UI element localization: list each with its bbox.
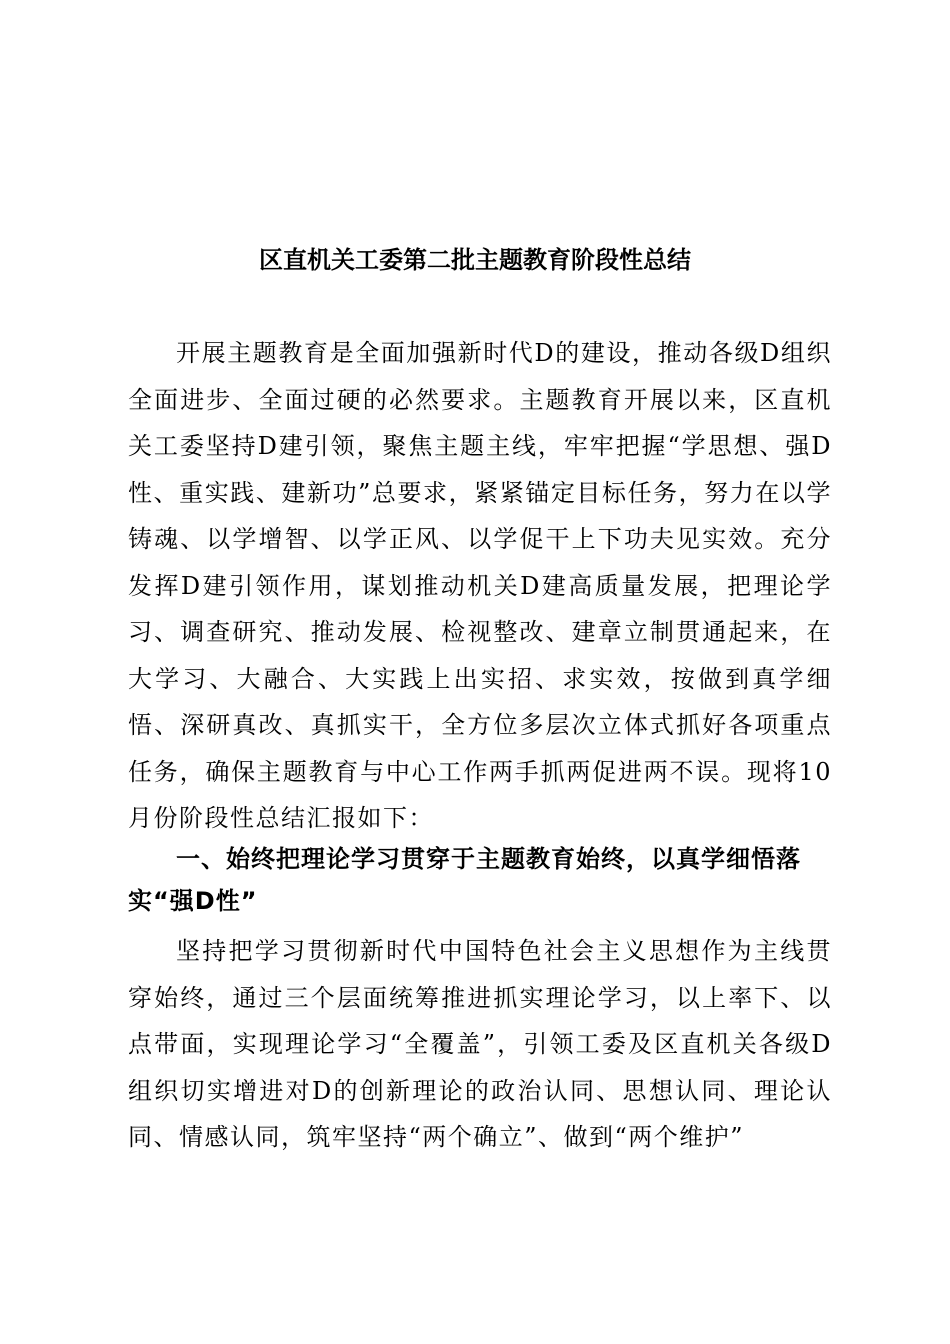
section-heading-1: 一、始终把理论学习贯穿于主题教育始终，以真学细悟落实“强D性” — [128, 845, 801, 915]
section-1-paragraph: 坚持把学习贯彻新时代中国特色社会主义思想作为主线贯穿始终，通过三个层面统筹推进抓实理论学习，以上率下、以点带面，实现理论学习“全覆盖”，引领工委及区直机关各级D组织切实增进对D的创新理论的政治认同、思想认同、理论认同、情感认同，筑牢坚持“两个确立”、做到“两个维护” — [128, 937, 832, 1151]
intro-paragraph: 开展主题教育是全面加强新时代D的建设，推动各级D组织全面进步、全面过硬的必然要求。主题教育开展以来，区直机关工委坚持D建引领，聚焦主题主线，牢牢把握“学思想、强D性、重实践、建新功”总要求，紧紧锚定目标任务，努力在以学铸魂、以学增智、以学正风、以学促干上下功夫见实效。充分发挥D建引领作用，谋划推动机关D建高质量发展，把理论学习、调查研究、推动发展、检视整改、建章立制贯通起来，在大学习、大融合、大实践上出实招、求实效，按做到真学细悟、深研真改、真抓实干，全方位多层次立体式抓好各项重点任务，确保主题教育与中心工作两手抓两促进两不误。现将10月份阶段性总结汇报如下： — [128, 339, 832, 832]
document-title: 区直机关工委第二批主题教育阶段性总结 — [259, 246, 691, 274]
